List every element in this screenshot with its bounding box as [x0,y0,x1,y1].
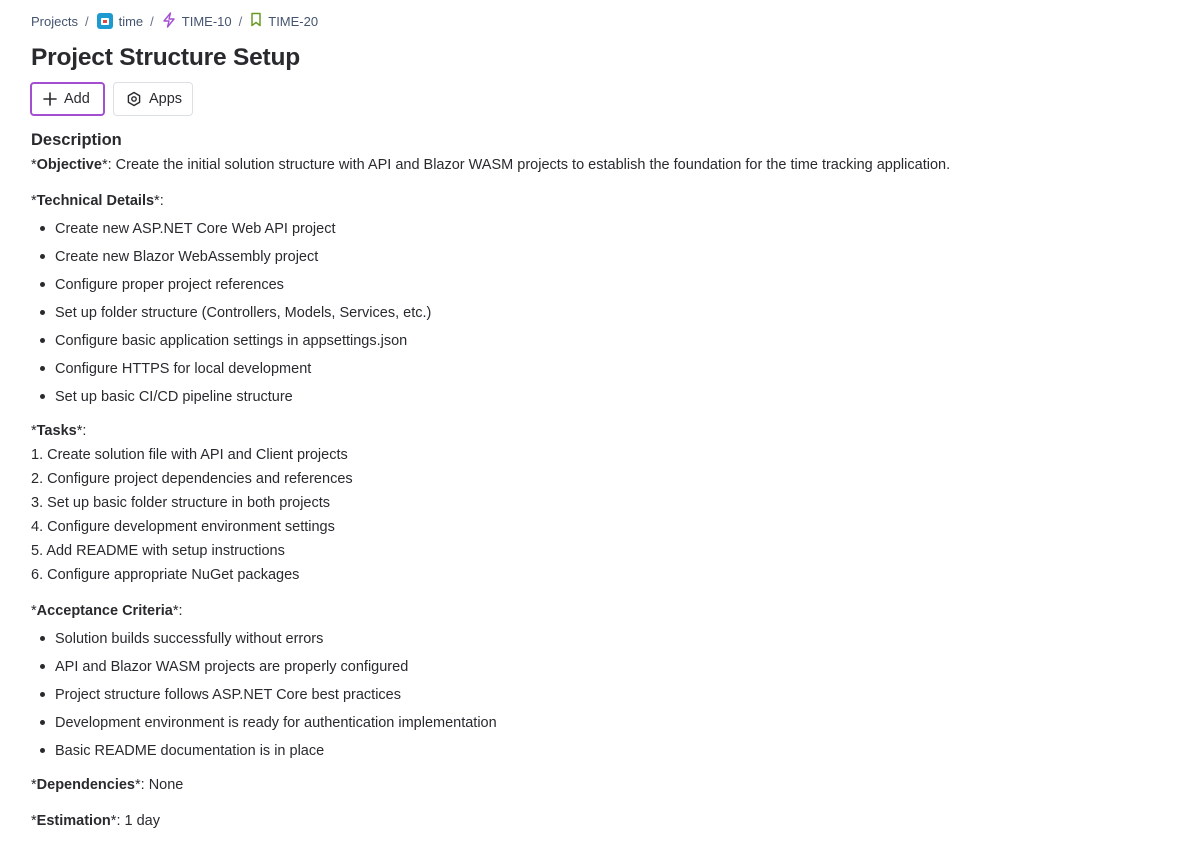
label-suffix: *: [76,423,87,439]
apps-button-label: Apps [149,91,183,107]
list-item: Development environment is ready for authentication implementation [31,712,1171,740]
breadcrumb-epic-label: TIME-10 [181,13,232,29]
breadcrumb-issue-label: TIME-20 [268,13,319,29]
breadcrumb-project[interactable] [97,13,144,29]
acceptance-criteria-list [31,628,1171,768]
task-item: 5. Add README with setup instructions [31,543,285,559]
label-suffix: *: [172,603,183,619]
task-item: 1. Create solution file with API and Client projects [31,447,348,463]
tasks-list [31,444,1171,588]
acceptance-criteria-heading [31,600,1171,622]
task-item: 3. Set up basic folder structure in both projects [31,495,331,511]
plus-icon [43,92,57,106]
hexagon-apps-icon [126,91,142,107]
objective-paragraph [31,154,1171,176]
objective-label: Objective [36,157,102,173]
dependencies-label: Dependencies [36,777,135,793]
list-item: Create new Blazor WebAssembly project [31,246,1171,274]
marker: * [31,813,37,829]
breadcrumb-epic[interactable] [162,12,232,31]
breadcrumb-projects-label: Projects [31,13,78,29]
marker: * [31,193,37,209]
list-item: Basic README documentation is in place [31,740,1171,768]
list-item: Configure HTTPS for local development [31,358,1171,386]
task-item: 6. Configure appropriate NuGet packages [31,567,300,583]
list-item: Set up folder structure (Controllers, Models, Services, etc.) [31,302,1171,330]
marker: * [31,777,37,793]
breadcrumb-issue[interactable] [250,12,318,30]
breadcrumb [31,12,318,30]
tasks-label: Tasks [36,423,77,439]
task-item: 2. Configure project dependencies and references [31,471,353,487]
acceptance-criteria-label: Acceptance Criteria [36,603,173,619]
technical-details-list [31,218,1171,414]
breadcrumb-separator: / [84,13,89,29]
add-button[interactable] [30,82,105,116]
list-item: Configure basic application settings in appsettings.json [31,330,1171,358]
task-item: 4. Configure development environment settings [31,519,335,535]
dependencies-paragraph [31,774,1171,796]
marker: * [110,813,117,829]
estimation-label: Estimation [36,813,111,829]
breadcrumb-separator: / [238,13,243,29]
description-heading: Description [31,131,122,149]
objective-text: : Create the initial solution structure with API and Blazor WASM projects to establish the foundation for the time tracking application. [107,157,951,173]
estimation-paragraph [31,810,1171,832]
list-item: Solution builds successfully without errors [31,628,1171,656]
bookmark-icon [250,12,262,30]
apps-button[interactable] [113,82,193,116]
project-avatar-icon [97,13,113,29]
toolbar [30,82,193,116]
page-title: Project Structure Setup [31,44,301,71]
breadcrumb-project-label: time [118,13,144,29]
marker: * [31,603,37,619]
list-item: Create new ASP.NET Core Web API project [31,218,1171,246]
description-body [31,154,1171,832]
dependencies-value: : None [140,777,184,793]
list-item: Configure proper project references [31,274,1171,302]
estimation-value: : 1 day [116,813,160,829]
breadcrumb-separator: / [150,13,154,29]
technical-details-label: Technical Details [36,193,155,209]
add-button-label: Add [64,91,90,107]
label-suffix: *: [154,193,164,209]
technical-details-heading [31,190,1171,212]
list-item: Project structure follows ASP.NET Core best practices [31,684,1171,712]
marker: * [31,423,37,439]
marker: * [134,777,141,793]
lightning-icon [162,12,176,31]
marker: * [101,157,108,173]
breadcrumb-projects[interactable] [31,14,78,29]
tasks-heading [31,420,1171,442]
list-item: Set up basic CI/CD pipeline structure [31,386,1171,414]
list-item: API and Blazor WASM projects are properly configured [31,656,1171,684]
marker: * [31,157,37,173]
